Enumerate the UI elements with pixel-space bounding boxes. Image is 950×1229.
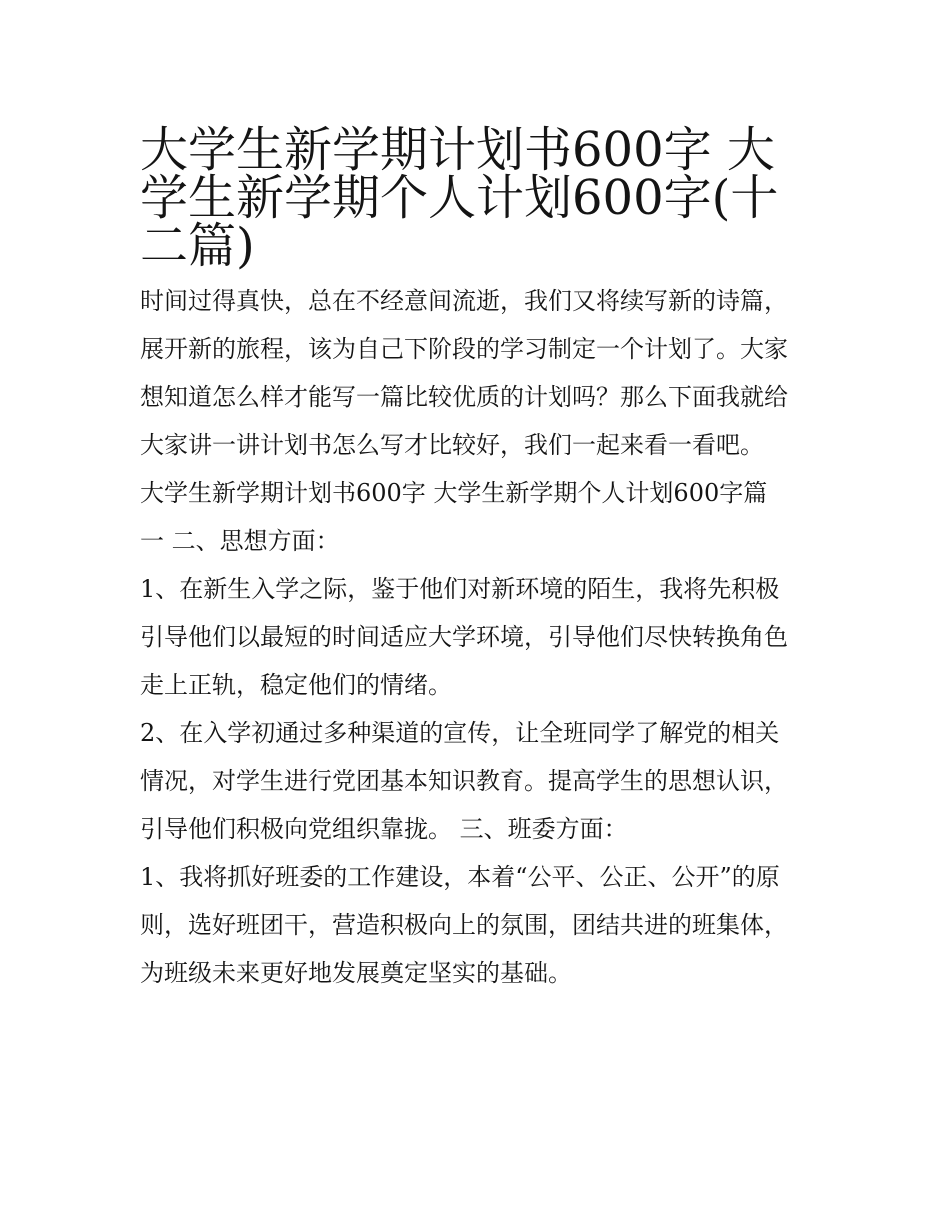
body-line: 大家讲一讲计划书怎么写才比较好，我们一起来看一看吧。 xyxy=(140,431,764,459)
body-line: 情况，对学生进行党团基本知识教育。提高学生的思想认识， xyxy=(140,767,788,795)
body-line: 想知道怎么样才能写一篇比较优质的计划吗？那么下面我就给 xyxy=(140,383,788,411)
body-line: 时间过得真快，总在不经意间流逝，我们又将续写新的诗篇， xyxy=(140,287,788,315)
body-line: 1、我将抓好班委的工作建设，本着“公平、公正、公开”的原 xyxy=(140,863,780,891)
title-line-3: 二篇) xyxy=(140,218,255,274)
body-line: 则，选好班团干，营造积极向上的氛围，团结共进的班集体， xyxy=(140,911,788,939)
body-line: 走上正轨，稳定他们的情绪。 xyxy=(140,671,452,699)
body-line: 大学生新学期计划书600字 大学生新学期个人计划600字篇 xyxy=(140,479,768,507)
body-line: 引导他们积极向党组织靠拢。 三、班委方面： xyxy=(140,815,628,843)
body-line: 1、在新生入学之际，鉴于他们对新环境的陌生，我将先积极 xyxy=(140,575,780,603)
title-line-1: 大学生新学期计划书600字 大 xyxy=(140,122,775,178)
body-line: 为班级未来更好地发展奠定坚实的基础。 xyxy=(140,959,572,987)
body-line: 2、在入学初通过多种渠道的宣传，让全班同学了解党的相关 xyxy=(140,719,780,747)
document-body xyxy=(140,277,810,997)
title-line-2: 学生新学期个人计划600字(十 xyxy=(140,170,779,226)
body-line: 展开新的旅程，该为自己下阶段的学习制定一个计划了。大家 xyxy=(140,335,788,363)
body-line: 引导他们以最短的时间适应大学环境，引导他们尽快转换角色 xyxy=(140,623,788,651)
body-line: 一 二、思想方面： xyxy=(140,527,340,555)
document-title xyxy=(140,111,810,274)
